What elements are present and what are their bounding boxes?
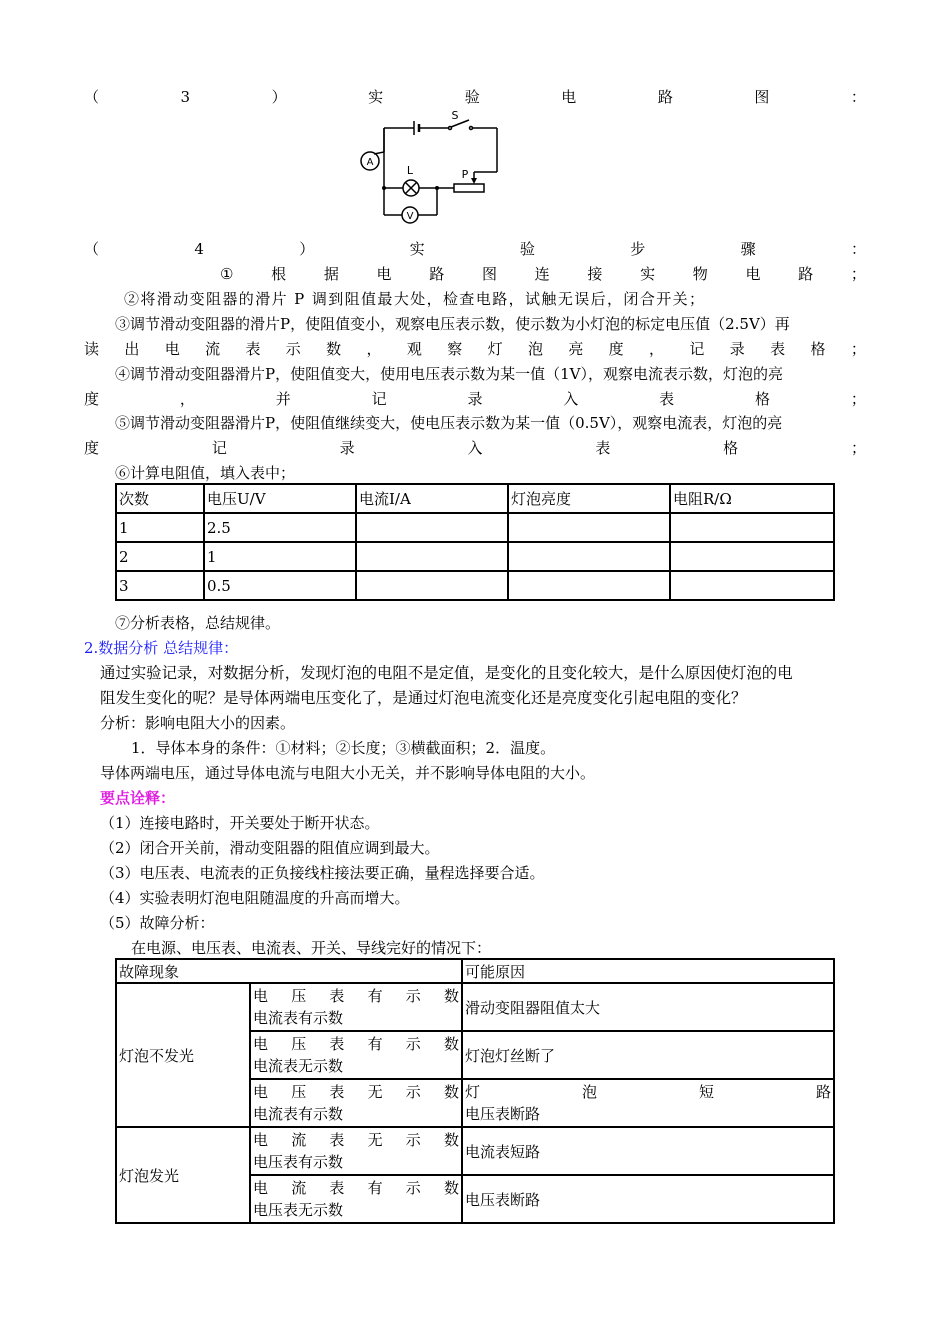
- section2-title: 2.数据分析 总结规律：: [84, 639, 239, 657]
- char: 示: [405, 1083, 421, 1101]
- char: ：: [850, 240, 866, 258]
- char: 入: [563, 390, 579, 408]
- table-header-row: [116, 484, 834, 513]
- section4-heading: [84, 238, 866, 260]
- char: 表: [329, 1131, 345, 1149]
- header-cell: 电阻R/Ω: [670, 484, 834, 513]
- char: ：: [850, 88, 866, 106]
- analysis-para-1: 通过实验记录，对数据分析，发现灯泡的电阻不是定值，是变化的且变化较大，是什么原因使灯泡的电: [100, 664, 793, 682]
- symptom-cell: 电 流 表 无 示 数 电压表有示数: [250, 1127, 462, 1175]
- char: 数: [443, 1035, 459, 1053]
- char: 验: [464, 88, 480, 106]
- fault-intro: 在电源、电压表、电流表、开关、导线完好的情况下：: [131, 939, 492, 957]
- table-cell: [508, 571, 670, 600]
- char: ，: [366, 340, 382, 358]
- char: 示: [405, 1035, 421, 1053]
- char: 表: [770, 340, 786, 358]
- group-cell: 灯泡发光: [116, 1127, 250, 1223]
- char: 表: [329, 987, 345, 1005]
- analysis-para-3: 分析：影响电阻大小的因素。: [100, 714, 296, 732]
- step-1: [220, 263, 866, 285]
- char: 数: [443, 1131, 459, 1149]
- char: ；: [850, 439, 866, 457]
- cause-cell: 电压表断路: [462, 1175, 834, 1223]
- slider-label: P: [461, 168, 469, 181]
- char: 电: [253, 987, 269, 1005]
- header-cell: 可能原因: [462, 959, 834, 983]
- char: 表: [245, 340, 261, 358]
- analysis-para-5: 导体两端电压，通过导体电流与电阻大小无关，并不影响导体电阻的大小。: [100, 764, 596, 782]
- char: 路: [798, 265, 814, 283]
- ammeter-label: A: [366, 157, 374, 168]
- section3-heading: [84, 86, 866, 108]
- char: 记: [371, 390, 387, 408]
- char: 示: [405, 1131, 421, 1149]
- char: ，: [179, 390, 195, 408]
- keypoints-title: 要点诠释：: [100, 789, 176, 807]
- char: 接: [587, 265, 603, 283]
- char: 图: [754, 88, 770, 106]
- char: 电: [253, 1035, 269, 1053]
- table-row: [116, 983, 834, 1031]
- char: 压: [291, 987, 307, 1005]
- char: 格: [810, 340, 826, 358]
- char: 记: [689, 340, 705, 358]
- step-4-line1: ④调节滑动变阻器滑片P，使阻值变大，使用电压表示数为某一值（1V），观察电流表示数，灯泡的亮: [115, 365, 783, 383]
- char: 出: [124, 340, 140, 358]
- header-cell: 故障现象: [116, 959, 462, 983]
- char: 示: [405, 987, 421, 1005]
- char: 读: [84, 340, 100, 358]
- symptom-cell: 电 流 表 有 示 数 电压表无示数: [250, 1175, 462, 1223]
- char: 数: [443, 1083, 459, 1101]
- header-cell: 次数: [116, 484, 204, 513]
- symptom-cell: 电 压 表 无 示 数 电流表有示数: [250, 1079, 462, 1127]
- char: 步: [630, 240, 646, 258]
- char: 泡: [527, 340, 543, 358]
- char: 电: [745, 265, 761, 283]
- header-cell: 电流I/A: [356, 484, 508, 513]
- circuit-diagram: [356, 108, 506, 232]
- cause-cell: 灯 泡 短 路 电压表断路: [462, 1079, 834, 1127]
- keypoint-1: （1）连接电路时，开关要处于断开状态。: [100, 814, 380, 832]
- keypoint-2: （2）闭合开关前，滑动变阻器的阻值应调到最大。: [100, 839, 440, 857]
- char: 观: [406, 340, 422, 358]
- symptom-cell: 电 压 表 有 示 数 电流表有示数: [250, 983, 462, 1031]
- char: 路: [429, 265, 445, 283]
- char: 据: [323, 265, 339, 283]
- char: 灯: [487, 340, 503, 358]
- table-cell: [356, 542, 508, 571]
- char: 有: [367, 1179, 383, 1197]
- table-cell: 1: [204, 542, 356, 571]
- step-3-line2: [84, 338, 866, 360]
- char: 流: [205, 340, 221, 358]
- group-cell: 灯泡不发光: [116, 983, 250, 1127]
- table-cell: [508, 513, 670, 542]
- char: 察: [447, 340, 463, 358]
- char: 数: [443, 1179, 459, 1197]
- step-6: ⑥计算电阻值，填入表中；: [115, 464, 296, 482]
- char: 电: [164, 340, 180, 358]
- step-2: ②将滑动变阻器的滑片 P 调到阻值最大处，检查电路，试触无误后，闭合开关；: [124, 290, 706, 308]
- char: 度: [84, 390, 100, 408]
- cause-cell: 电流表短路: [462, 1127, 834, 1175]
- char: 根: [271, 265, 287, 283]
- table-cell: 0.5: [204, 571, 356, 600]
- lamp-label: L: [406, 164, 414, 177]
- char: 表: [329, 1035, 345, 1053]
- char: ）: [271, 88, 287, 106]
- step-5-line1: ⑤调节滑动变阻器滑片P，使阻值继续变大，使电压表示数为某一值（0.5V），观察电流表，灯泡的亮: [115, 414, 783, 432]
- char: 路: [657, 88, 673, 106]
- cause-cell: 灯泡灯丝断了: [462, 1031, 834, 1079]
- char: 连: [534, 265, 550, 283]
- step-5-line2: [84, 437, 866, 459]
- char: 流: [291, 1131, 307, 1149]
- header-cell: 电压U/V: [204, 484, 356, 513]
- table-cell: [356, 513, 508, 542]
- cause-cell: 滑动变阻器阻值太大: [462, 983, 834, 1031]
- step-3-line1: ③调节滑动变阻器的滑片P，使阻值变小，观察电压表示数，使示数为小灯泡的标定电压值（2.5V）再: [115, 315, 790, 333]
- switch-label: S: [451, 109, 459, 122]
- char: 亮: [568, 340, 584, 358]
- char: 骤: [740, 240, 756, 258]
- char: 有: [367, 1035, 383, 1053]
- char: 并: [275, 390, 291, 408]
- char: 表: [659, 390, 675, 408]
- char: 录: [339, 439, 355, 457]
- char: 图: [481, 265, 497, 283]
- char: 实: [409, 240, 425, 258]
- char: ，: [649, 340, 665, 358]
- keypoint-4: （4）实验表明灯泡电阻随温度的升高而增大。: [100, 889, 410, 907]
- step-7: ⑦分析表格，总结规律。: [115, 614, 281, 632]
- char: 流: [291, 1179, 307, 1197]
- char: 度: [608, 340, 624, 358]
- char: 压: [291, 1083, 307, 1101]
- char: 录: [729, 340, 745, 358]
- char: 数: [326, 340, 342, 358]
- char: 电: [253, 1083, 269, 1101]
- table-cell: 2.5: [204, 513, 356, 542]
- header-cell: 灯泡亮度: [508, 484, 670, 513]
- table-row: [116, 513, 834, 542]
- table-cell: 3: [116, 571, 204, 600]
- char: 4: [194, 240, 204, 258]
- char: 无: [367, 1131, 383, 1149]
- table-cell: [356, 571, 508, 600]
- table-cell: 2: [116, 542, 204, 571]
- char: ；: [850, 265, 866, 283]
- char: ；: [850, 390, 866, 408]
- char: 表: [595, 439, 611, 457]
- char: 路: [815, 1083, 831, 1101]
- char: 电: [253, 1179, 269, 1197]
- char: 示: [285, 340, 301, 358]
- keypoint-3: （3）电压表、电流表的正负接线柱接法要正确，量程选择要合适。: [100, 864, 545, 882]
- char: 灯: [465, 1083, 481, 1101]
- char: 短: [698, 1083, 714, 1101]
- table-row: [116, 1127, 834, 1175]
- char: 示: [405, 1179, 421, 1197]
- char: 验: [519, 240, 535, 258]
- table-cell: [670, 513, 834, 542]
- char: ；: [850, 340, 866, 358]
- char: （: [84, 240, 100, 258]
- table-cell: 1: [116, 513, 204, 542]
- char: 入: [467, 439, 483, 457]
- step-4-line2: [84, 388, 866, 410]
- char: 记: [211, 439, 227, 457]
- char: 泡: [581, 1083, 597, 1101]
- char: 格: [723, 439, 739, 457]
- table-row: [116, 571, 834, 600]
- char: 电: [253, 1131, 269, 1149]
- char: （: [84, 88, 100, 106]
- keypoint-5: （5）故障分析：: [100, 914, 215, 932]
- char: 实: [640, 265, 656, 283]
- char: 表: [329, 1179, 345, 1197]
- analysis-para-4: 1．导体本身的条件：①材料；②长度；③横截面积；2．温度。: [131, 739, 556, 757]
- char: 有: [367, 987, 383, 1005]
- char: 电: [561, 88, 577, 106]
- char: 物: [692, 265, 708, 283]
- data-table: [115, 483, 835, 601]
- char: 实: [368, 88, 384, 106]
- char: 3: [180, 88, 191, 106]
- char: ①: [220, 265, 234, 283]
- voltmeter-label: V: [406, 211, 414, 222]
- char: ）: [299, 240, 315, 258]
- table-cell: [670, 571, 834, 600]
- table-header-row: [116, 959, 834, 983]
- char: 录: [467, 390, 483, 408]
- char: 无: [367, 1083, 383, 1101]
- table-cell: [670, 542, 834, 571]
- char: 电: [376, 265, 392, 283]
- symptom-cell: 电 压 表 有 示 数 电流表无示数: [250, 1031, 462, 1079]
- table-row: [116, 542, 834, 571]
- char: 表: [329, 1083, 345, 1101]
- char: 格: [755, 390, 771, 408]
- char: 压: [291, 1035, 307, 1053]
- table-cell: [508, 542, 670, 571]
- fault-table: [115, 958, 835, 1224]
- char: 度: [84, 439, 100, 457]
- analysis-para-2: 阻发生变化的呢？是导体两端电压变化了，是通过灯泡电流变化还是亮度变化引起电阻的变化？: [100, 689, 747, 707]
- char: 数: [443, 987, 459, 1005]
